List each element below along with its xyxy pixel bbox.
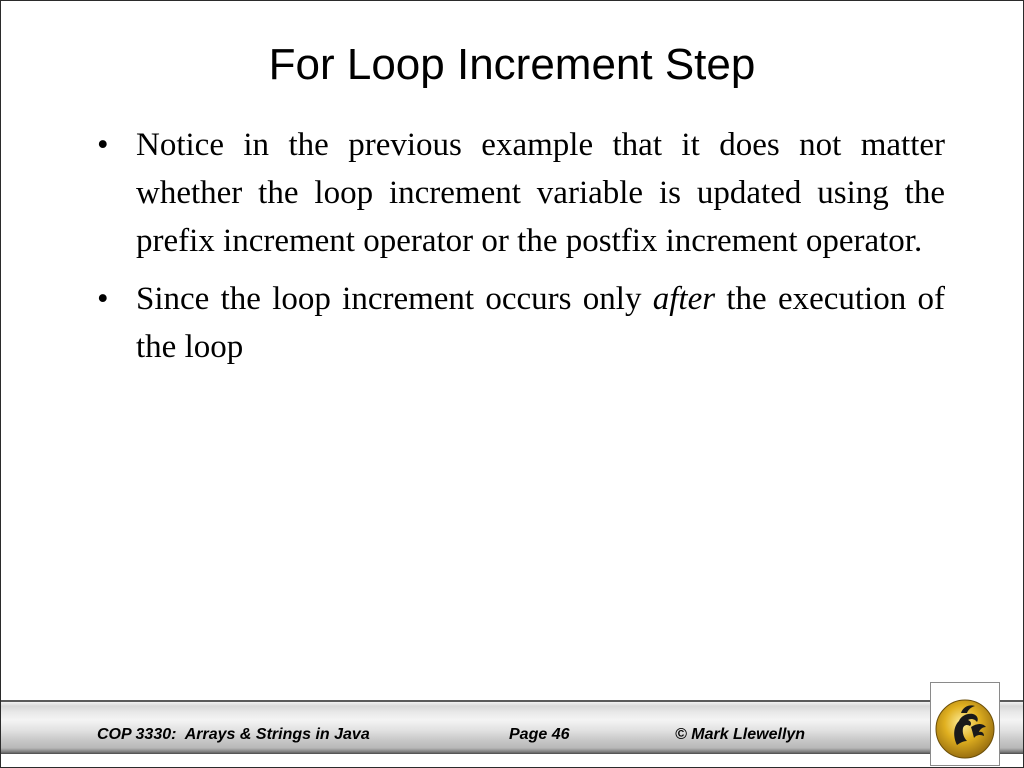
pegasus-logo-icon (931, 683, 999, 765)
bullet-icon: • (97, 281, 109, 317)
footer-course: COP 3330: Arrays & Strings in Java (97, 726, 370, 743)
bullet-item (97, 275, 945, 371)
slide-content (97, 121, 945, 381)
bullet-text-end: the execution of the loop (136, 281, 945, 365)
bullet-item (97, 121, 945, 265)
logo (930, 682, 1000, 766)
bullet-icon: • (97, 127, 109, 163)
slide-title: For Loop Increment Step (268, 40, 756, 89)
footer-copyright: © Mark Llewellyn (675, 726, 806, 743)
bullet-emphasis: after (652, 281, 716, 317)
bullet-text: Notice in the previous example that it does not matter whether the loop increment variable is updated using the prefix increment operator or the postfix increment operator. (136, 127, 945, 259)
footer-page-number: Page 46 (509, 726, 570, 743)
bullet-text: Since the loop increment occurs only (136, 281, 653, 317)
